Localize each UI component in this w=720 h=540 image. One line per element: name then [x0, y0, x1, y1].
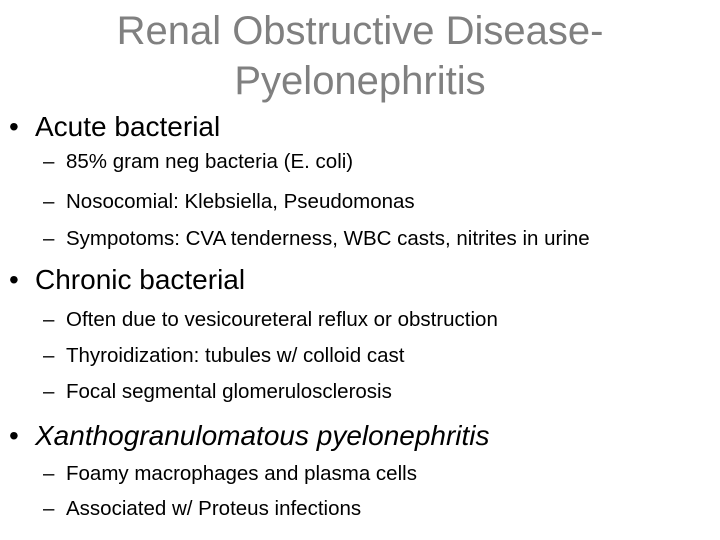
slide-title-line-2: Pyelonephritis [234, 59, 486, 103]
bullet-marker: • [9, 420, 19, 451]
dash-marker: – [43, 227, 55, 250]
dash-marker: – [43, 150, 55, 173]
sub-item-text: Sympotoms: CVA tenderness, WBC casts, nitrites in urine [66, 227, 590, 250]
bullet-marker: • [9, 111, 19, 142]
dash-marker: – [43, 344, 55, 367]
dash-marker: – [43, 462, 55, 485]
dash-marker: – [43, 497, 55, 520]
bullet-heading: Xanthogranulomatous pyelonephritis [35, 420, 490, 451]
dash-marker: – [43, 190, 55, 213]
dash-marker: – [43, 308, 55, 331]
sub-item-text: Thyroidization: tubules w/ colloid cast [66, 344, 405, 367]
sub-item-text: 85% gram neg bacteria (E. coli) [66, 150, 354, 173]
bullet-heading: Acute bacterial [35, 111, 221, 142]
slide-title-line-1: Renal Obstructive Disease- [116, 9, 604, 53]
sub-item-text: Associated w/ Proteus infections [66, 497, 362, 520]
sub-item-text: Foamy macrophages and plasma cells [66, 462, 417, 485]
sub-item-text: Focal segmental glomerulosclerosis [66, 380, 392, 403]
sub-item-text: Often due to vesicoureteral reflux or obstruction [66, 308, 498, 331]
slide-title [0, 6, 720, 106]
bullet-marker: • [9, 264, 19, 295]
sub-item-text: Nosocomial: Klebsiella, Pseudomonas [66, 190, 415, 213]
bullet-heading: Chronic bacterial [35, 264, 246, 295]
dash-marker: – [43, 380, 55, 403]
